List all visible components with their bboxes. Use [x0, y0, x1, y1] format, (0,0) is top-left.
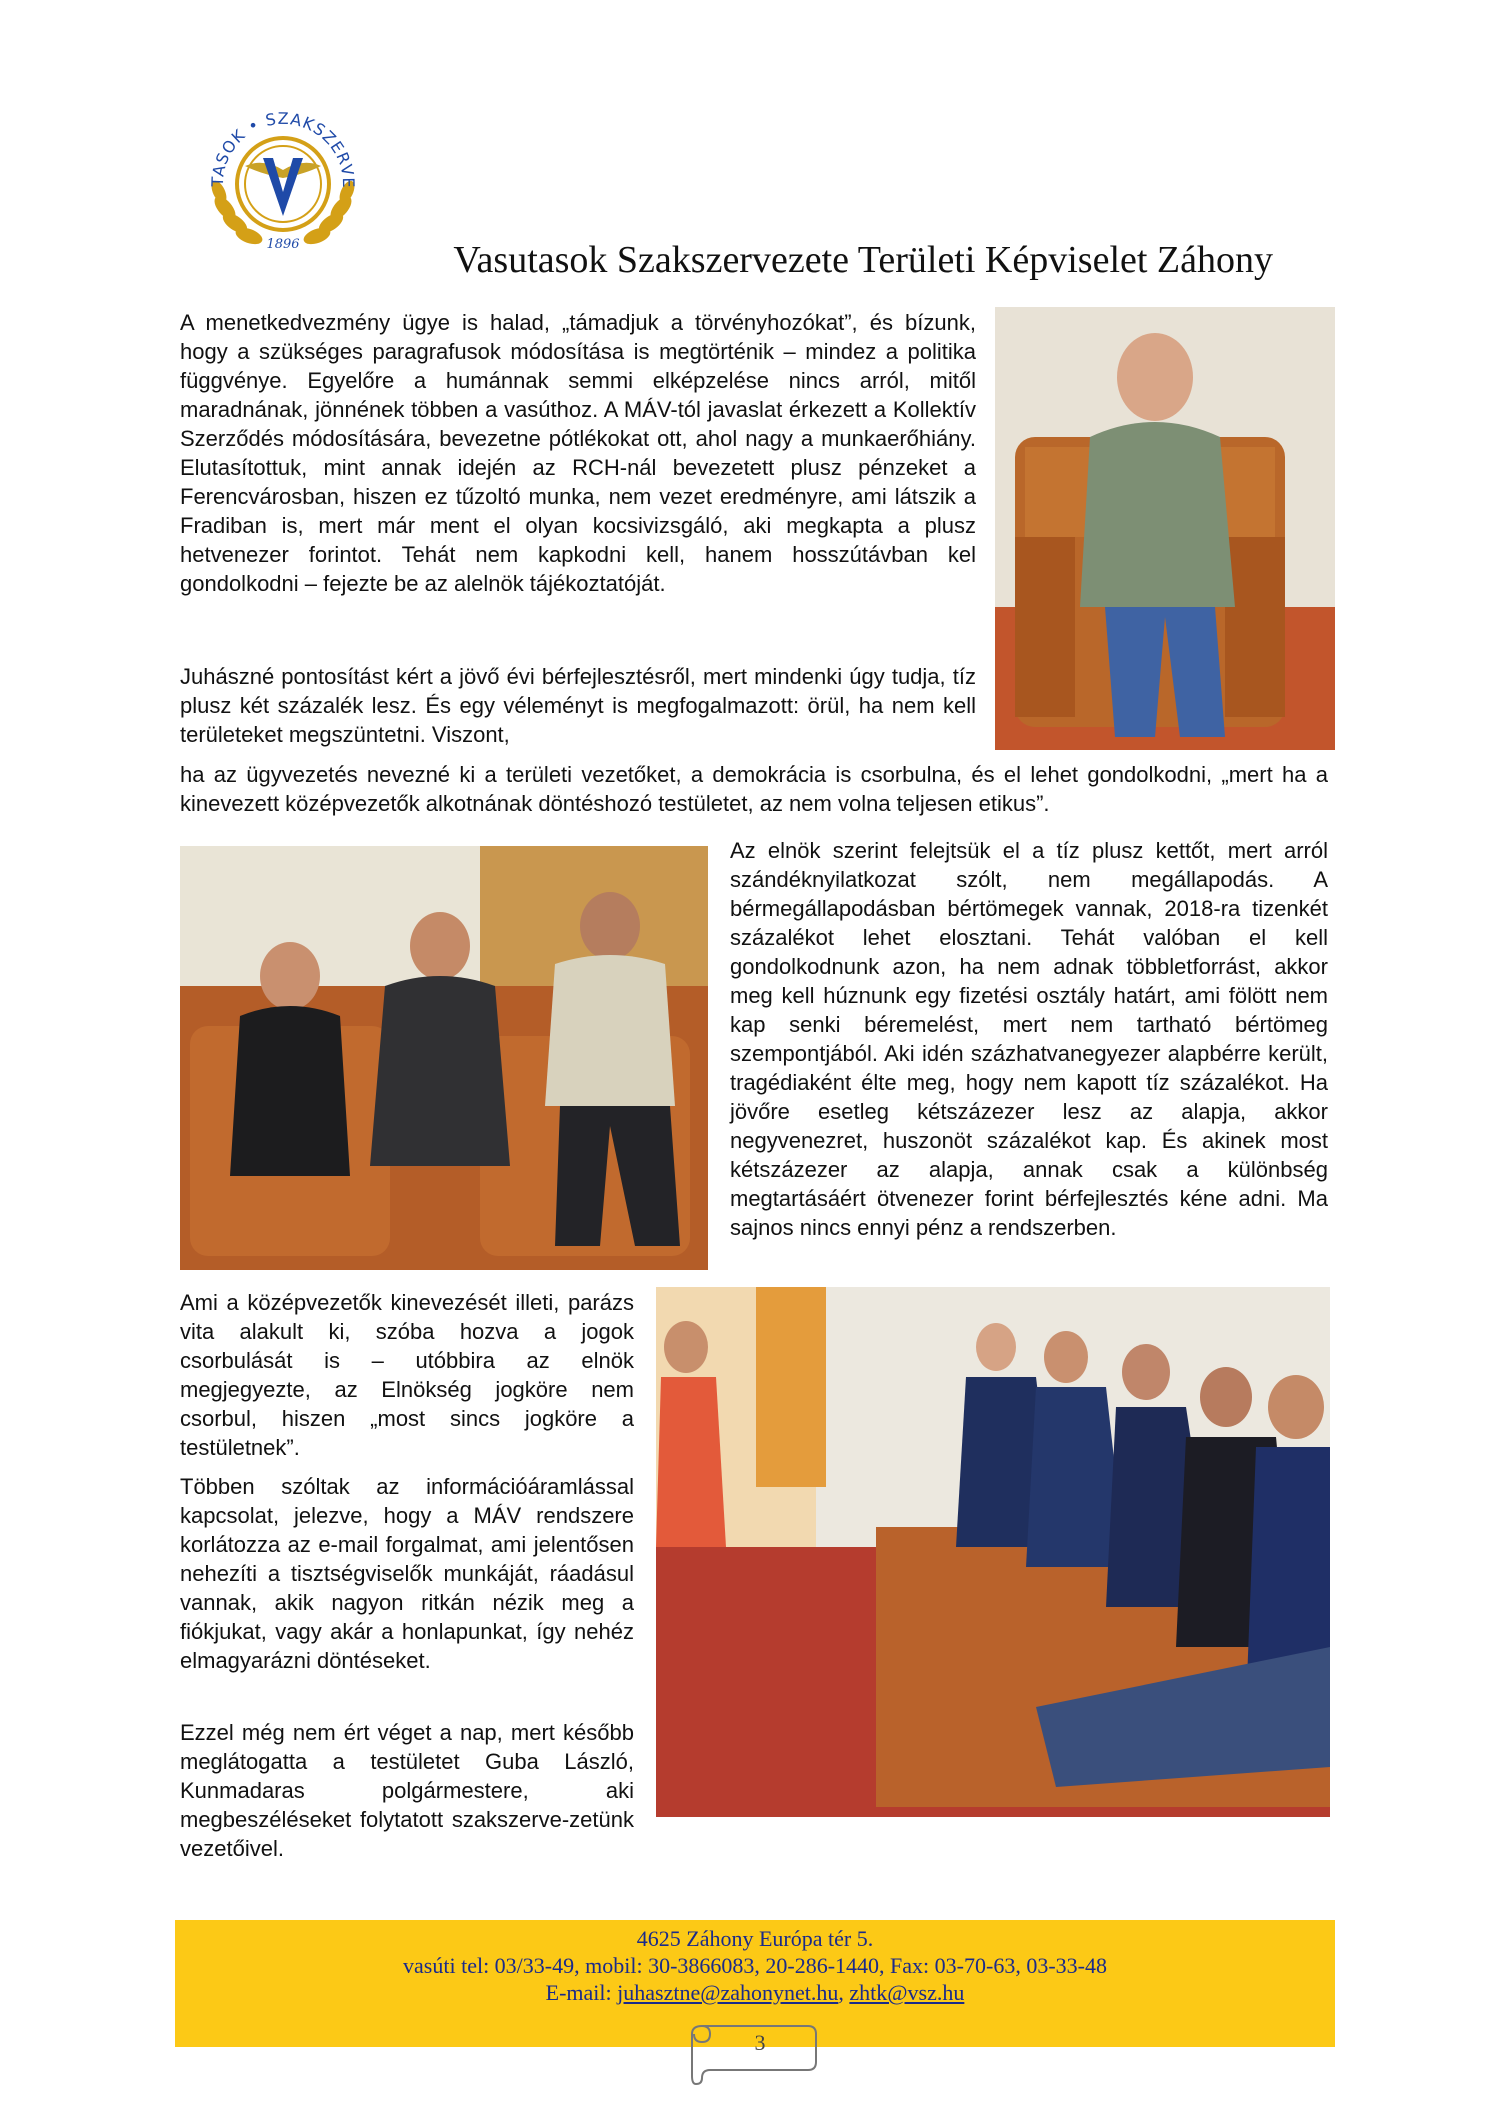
logo-year: 1896	[266, 237, 300, 252]
paragraph-5: Többen szóltak az információáramlással kapcsolat, jelezve, hogy a MÁV rendszere korlátozza az e-mail forgalmat, ami jelentősen nehezíti a tisztségviselők munkáját, ráadásul vannak, akik nagyon ritkán nézik meg a fiókjukat, vagy akár a honlapunkat, így nehéz elmagyarázni döntéseket.	[180, 1474, 634, 1673]
photo-meeting-attendees	[656, 1287, 1330, 1817]
footer-phones: vasúti tel: 03/33-49, mobil: 30-3866083, 20-286-1440, Fax: 03-70-63, 03-33-48	[403, 1953, 1107, 1978]
footer-email-separator: ,	[838, 1980, 844, 2005]
logo-ring-text: TASOK • SZAKSZERVE	[207, 108, 359, 189]
paragraph-6: Ezzel még nem ért véget a nap, mert később meglátogatta a testületet Guba László, Kunmadaras polgármestere, aki megbeszéléseket folytatott szakszerve-zetünk vezetőivel.	[180, 1720, 634, 1861]
paragraph-4: Ami a középvezetők kinevezését illeti, parázs vita alakult ki, szóba hozva a jogok csorbulását is – utóbbira az elnök megjegyezte, az Elnökség jogköre nem csorbul, hiszen „most sincs jogköre a testületnek”.	[180, 1290, 634, 1460]
paragraph-3: Az elnök szerint felejtsük el a tíz plusz kettőt, mert arról szándéknyilatkozat szólt, nem megállapodás. A bérmegállapodásban bértömegek vannak, 2018-ra tizenkét százalékot lehet elosztani. Tehát valóban el kell gondolkodnunk azon, ha nem adnak többletforrást, akkor meg kell húznunk egy fizetési osztály határt, ami fölött nem kap senki béremelést, mert nem tartható bértömeg szempontjából. Aki idén százhatvanegyezer alapbérre került, tragédiaként élte meg, hogy nem kapott tíz százalékot. Ha jövőre esetleg kétszázezer lesz az alapja, akkor negyvenezret, huszonöt százalékot kap. És akinek most kétszázezer az alapja, annak csak a különbség megtartásáért ötvenezer forint bérfejlesztés kéne adni. Ma sajnos nincs ennyi pénz a rendszerben.	[730, 838, 1328, 1240]
paragraph-2-part-a: Juhászné pontosítást kért a jövő évi bérfejlesztésről, mert mindenki úgy tudja, tíz plusz két százalék lesz. És egy véleményt is megfogalmazott: örül, ha nem kell területeket megszüntetni. Viszont,	[180, 664, 976, 747]
email-link-zhtk[interactable]: zhtk@vsz.hu	[849, 1980, 965, 2005]
footer-email-line	[175, 1980, 1335, 2006]
paragraph-1: A menetkedvezmény ügye is halad, „támadjuk a törvényhozókat”, és bízunk, hogy a szükséges paragrafusok módosítása is megtörténik – mindez a politika függvénye. Egyelőre a humánnak semmi elképzelése nincs arról, mitől maradnának, jönnének többen a vasúthoz. A MÁV-tól javaslat érkezett a Kollektív Szerződés módosítására, bevezetne pótlékokat ott, ahol nagy a munkaerőhiány. Elutasítottuk, mint annak idején az RCH-nál bevezetett plusz pénzeket a Ferencvárosban, hiszen ez tűzoltó munka, nem vezet eredményre, ami látszik a Fradiban is, mert már ment el olyan kocsivizsgáló, aki megkapta a plusz hetvenezer forintot. Tehát nem kapkodni kell, hanem hosszútávban kel gondolkodni – fejezte be az alelnök tájékoztatóját.	[180, 310, 976, 596]
page-number: 3	[754, 2030, 766, 2055]
email-link-juhasztne[interactable]: juhasztne@zahonynet.hu	[617, 1980, 839, 2005]
footer-email-label: E-mail:	[545, 1980, 612, 2005]
photo-speaker-in-armchair	[995, 307, 1335, 750]
union-logo	[183, 88, 383, 260]
footer-address: 4625 Záhony Európa tér 5.	[636, 1926, 874, 1951]
page-title: Vasutasok Szakszervezete Területi Képviselet Záhony	[453, 239, 1273, 281]
paragraph-2-part-b: ha az ügyvezetés nevezné ki a területi vezetőket, a demokrácia is csorbulna, és el lehet gondolkodni, „mert ha a kinevezett középvezetők alkotnának döntéshozó testületet, az nem volna teljesen etikus”.	[180, 762, 1328, 816]
photo-three-men-seated	[180, 846, 708, 1270]
